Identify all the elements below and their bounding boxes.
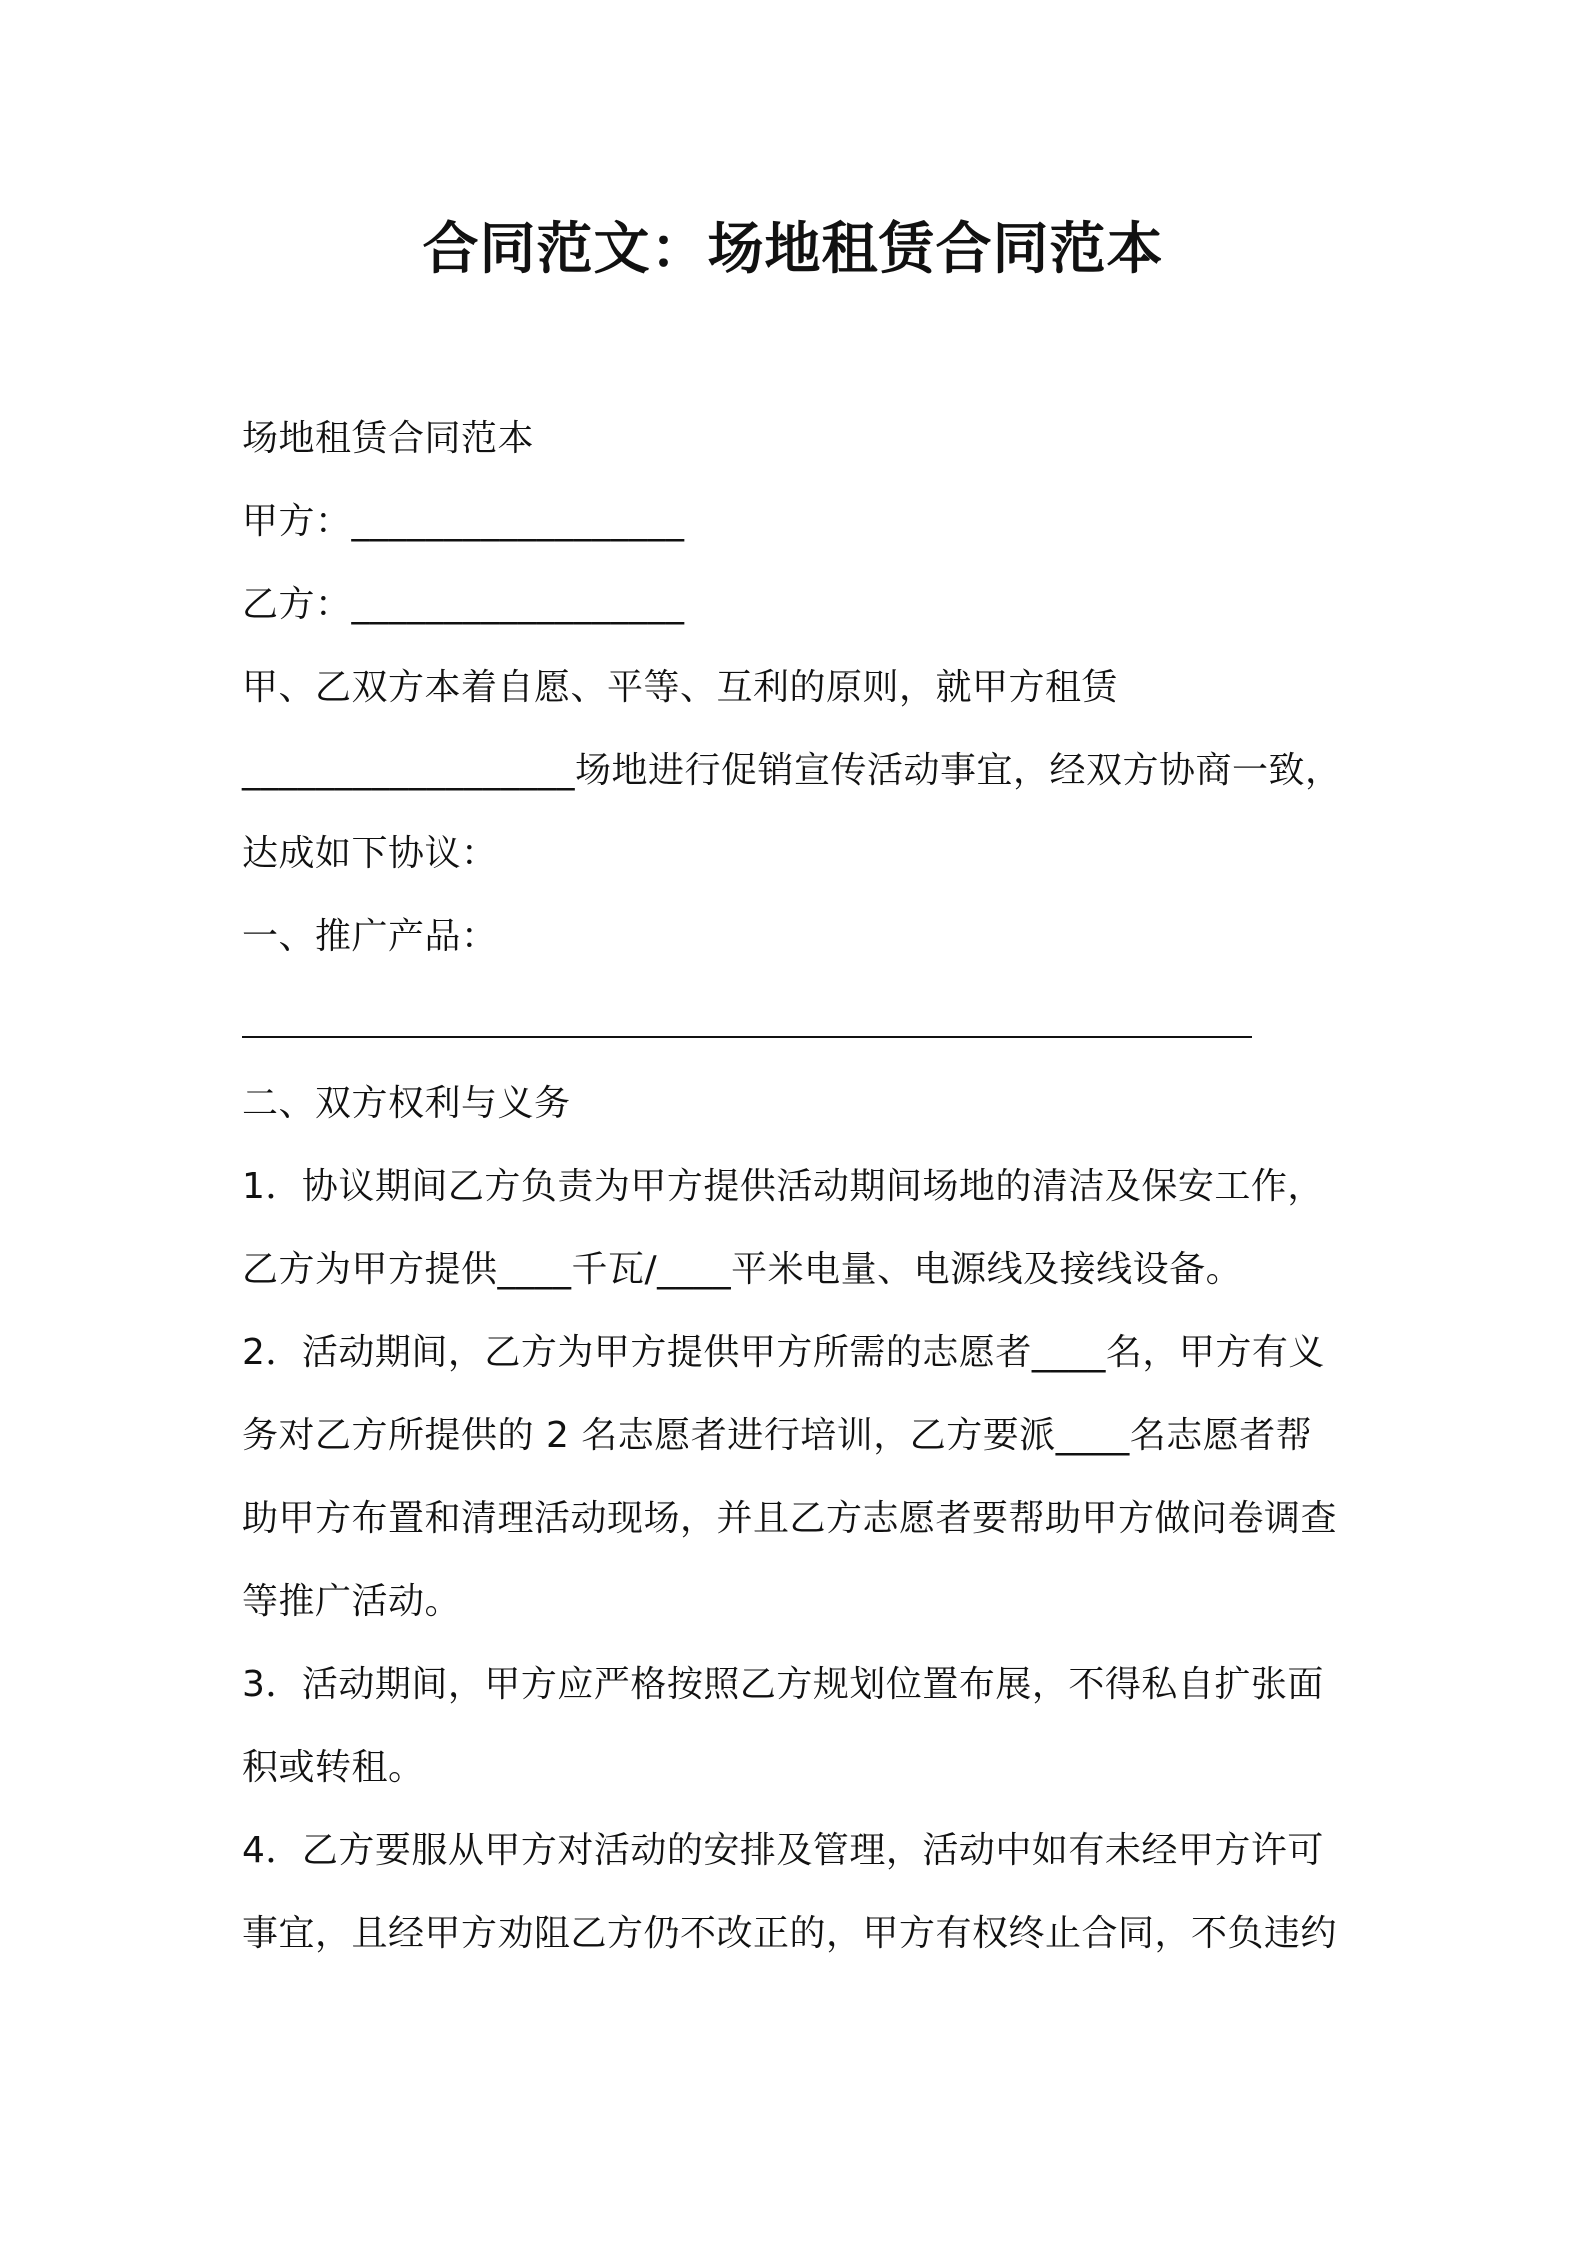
- clause-line: 3．活动期间，甲方应严格按照乙方规划位置布展，不得私自扩张面: [242, 1664, 1324, 1705]
- document-subtitle: 场地租赁合同范本: [242, 418, 535, 459]
- clause-line: 1．协议期间乙方负责为甲方提供活动期间场地的清洁及保安工作，: [242, 1166, 1324, 1207]
- paragraph-line: 甲、乙双方本着自愿、平等、互利的原则，就甲方租赁: [242, 667, 1119, 708]
- clause-line: 积或转租。: [242, 1747, 425, 1788]
- clause-line: 事宜，且经甲方劝阻乙方仍不改正的，甲方有权终止合同，不负违约: [242, 1913, 1338, 1954]
- product-blank-line: [242, 1036, 1252, 1038]
- clause-line: 2．活动期间，乙方为甲方提供甲方所需的志愿者____名，甲方有义: [242, 1332, 1325, 1373]
- party-b-line: 乙方：__________________: [242, 584, 685, 625]
- paragraph-line: 达成如下协议：: [242, 833, 498, 874]
- section-heading: 一、推广产品：: [242, 916, 498, 957]
- party-a-line: 甲方：__________________: [242, 501, 685, 542]
- document-title: 合同范文：场地租赁合同范本: [422, 217, 1164, 282]
- clause-line: 务对乙方所提供的 2 名志愿者进行培训，乙方要派____名志愿者帮: [242, 1415, 1313, 1456]
- clause-line: 乙方为甲方提供____千瓦/____平米电量、电源线及接线设备。: [242, 1249, 1243, 1290]
- clause-line: 4．乙方要服从甲方对活动的安排及管理，活动中如有未经甲方许可: [242, 1830, 1324, 1871]
- clause-line: 等推广活动。: [242, 1581, 462, 1622]
- clause-line: 助甲方布置和清理活动现场，并且乙方志愿者要帮助甲方做问卷调查: [242, 1498, 1338, 1539]
- section-heading: 二、双方权利与义务: [242, 1083, 571, 1124]
- paragraph-line: __________________场地进行促销宣传活动事宜，经双方协商一致，: [242, 750, 1342, 791]
